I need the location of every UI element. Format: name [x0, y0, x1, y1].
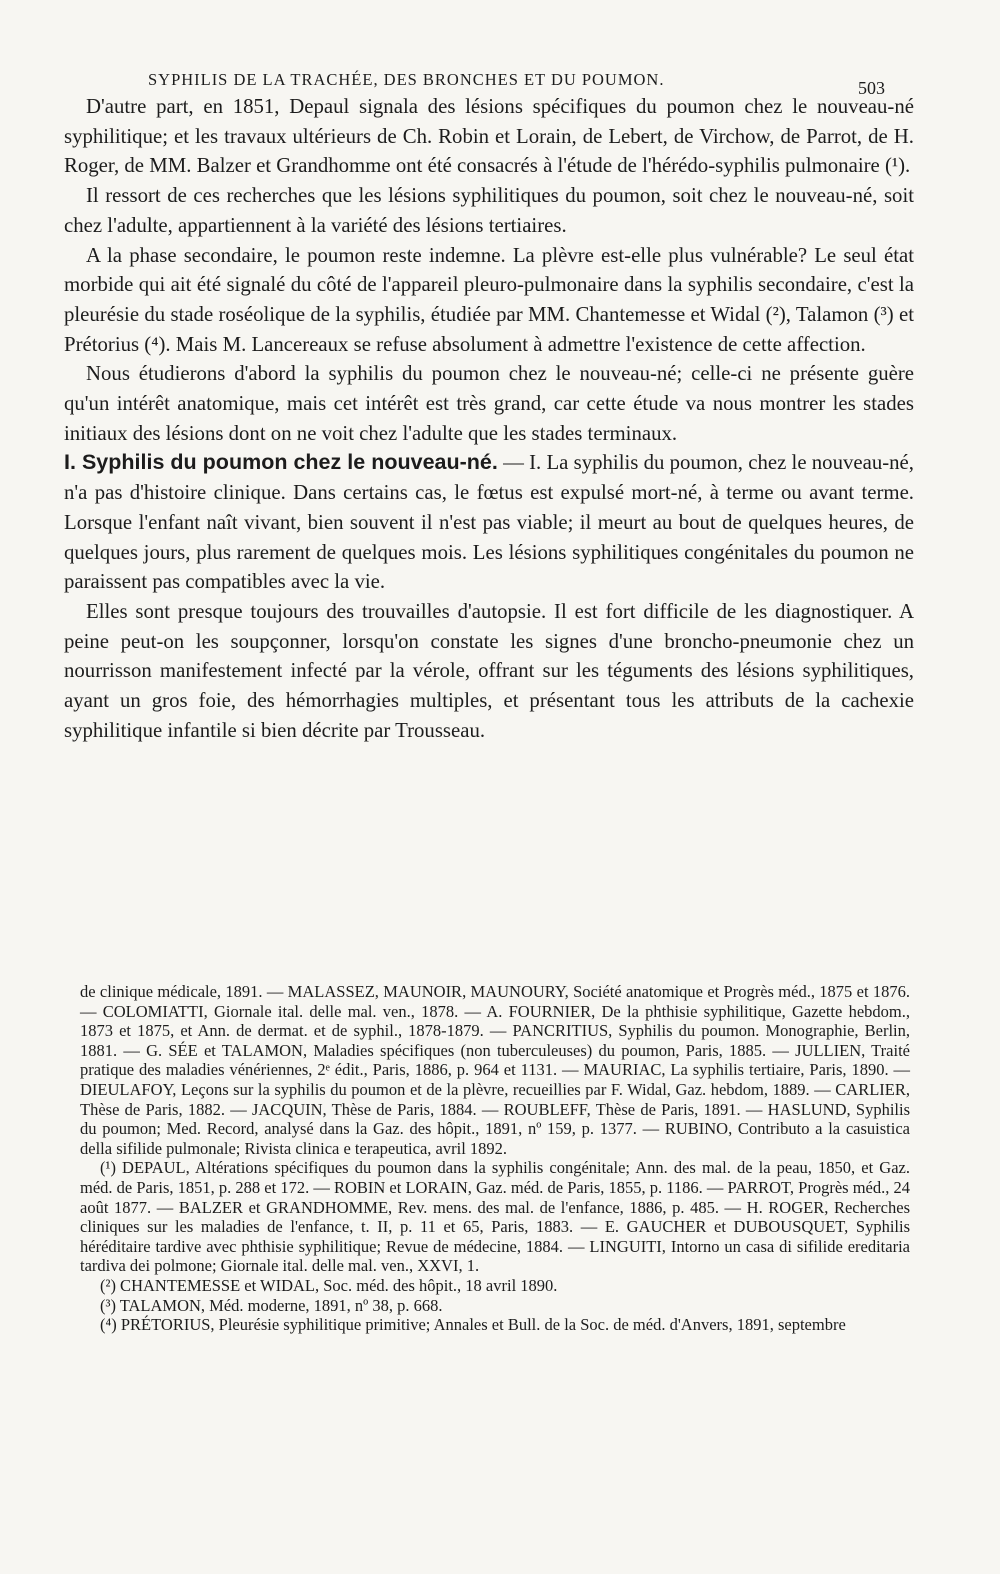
paragraph-secondary-phase: A la phase secondaire, le poumon reste indemne. La plèvre est-elle plus vulnérable? Le seul état morbide qui ait été signalé du côté de l'appareil pleuro-pulmonaire dans la syphilis secondaire, c'est la pleurésie du stade roséolique de la syphilis, étudiée par MM. Chantemesse et Widal (²), Talamon (³) et Prétorius (⁴). Mais M. Lancereaux se refuse absolument à admettre l'existence de cette affection. [64, 243, 914, 356]
footnote-bibliography: de clinique médicale, 1891. — MALASSEZ, MAUNOIR, MAUNOURY, Société anatomique et Progrès méd., 1875 et 1876. — COLOMIATTI, Giornale ital. delle mal. ven., 1878. — A. FOURNIER, De la phthisie syphilitique, Gazette hebdom., 1873 et 1875, et Ann. de dermat. et de syphil., 1878-1879. — PANCRITIUS, Syphilis du poumon. Monographie, Berlin, 1881. — G. SÉE et TALAMON, Maladies spécifiques (non tuberculeuses) du poumon, Paris, 1885. — JULLIEN, Traité pratique des maladies vénériennes, 2ᵉ édit., Paris, 1886, p. 964 et 1131. — MAURIAC, La syphilis tertiaire, Paris, 1890. — DIEULAFOY, Leçons sur la syphilis du poumon et de la plèvre, recueillies par F. Widal, Gaz. hebdom, 1889. — CARLIER, Thèse de Paris, 1882. — JACQUIN, Thèse de Paris, 1884. — ROUBLEFF, Thèse de Paris, 1891. — HASLUND, Syphilis du poumon; Med. Record, analysé dans la Gaz. des hôpit., 1891, nº 159, p. 1377. — RUBINO, Contributo a la casuistica della sifilide pulmonale; Rivista clinica e terapeutica, avril 1892. [80, 982, 910, 1158]
paragraph-study-plan: Nous étudierons d'abord la syphilis du poumon chez le nouveau-né; celle-ci ne présente guère qu'un intérêt anatomique, mais cet intérêt est très grand, car cette étude va nous montrer les stades initiaux des lésions dont on ne voit chez l'adulte que les stades terminaux. [64, 362, 914, 445]
running-head: SYPHILIS DE LA TRACHÉE, DES BRONCHES ET DU POUMON. [148, 70, 665, 89]
page-number: 503 [858, 78, 885, 98]
paragraph-tertiary-lesions: Il ressort de ces recherches que les lésions syphilitiques du poumon, soit chez le nouveau-né, soit chez l'adulte, appartiennent à la variété des lésions tertiaires. [64, 184, 914, 237]
footnote-4: (⁴) PRÉTORIUS, Pleurésie syphilitique primitive; Annales et Bull. de la Soc. de méd. d'Anvers, 1891, septembre [100, 1315, 846, 1335]
footnotes [80, 982, 910, 1335]
footnote-3: (³) TALAMON, Méd. moderne, 1891, nº 38, p. 668. [100, 1295, 443, 1315]
paragraph-autopsy: Elles sont presque toujours des trouvailles d'autopsie. Il est fort difficile de les diagnostiquer. A peine peut-on les soupçonner, lorsqu'on constate les signes d'une broncho-pneumonie chez un nourrisson manifestement infecté par la vérole, offrant sur les téguments des lésions syphilitiques, ayant un gros foie, des hémorrhagies multiples, et présentant tous les attributs de la cachexie syphilitique infantile si bien décrite par Trousseau. [64, 599, 914, 742]
paragraph-depaul: D'autre part, en 1851, Depaul signala des lésions spécifiques du poumon chez le nouveau-né syphilitique; et les travaux ultérieurs de Ch. Robin et Lorain, de Lebert, de Virchow, de Parrot, de H. Roger, de MM. Balzer et Grandhomme ont été consacrés à l'étude de l'hérédo-syphilis pulmonaire (¹). [64, 95, 914, 178]
main-text [64, 92, 914, 745]
section-title: I. Syphilis du poumon chez le nouveau-né. [64, 450, 498, 475]
footnote-1: (¹) DEPAUL, Altérations spécifiques du poumon dans la syphilis congénitale; Ann. des mal. de la peau, 1850, et Gaz. méd. de Paris, 1851, p. 288 et 172. — ROBIN et LORAIN, Gaz. méd. de Paris, 1855, p. 1186. — PARROT, Progrès méd., 24 août 1877. — BALZER et GRANDHOMME, Rev. mens. des mal. de l'enfance, 1886, p. 485. — H. ROGER, Recherches cliniques sur les maladies de l'enfance, t. II, p. 11 et 65, Paris, 1883. — E. GAUCHER et DUBOUSQUET, Syphilis héréditaire tardive avec phthisie syphilitique; Revue de médecine, 1884. — LINGUITI, Intorno un casa di sifilide ereditaria tardiva dei polmone; Giornale ital. delle mal. ven., XXVI, 1. [80, 1158, 910, 1276]
footnote-2: (²) CHANTEMESSE et WIDAL, Soc. méd. des hôpit., 18 avril 1890. [100, 1275, 558, 1295]
section-paragraph [64, 448, 914, 597]
section-intro-text: — I. La syphilis du poumon, chez le nouveau-né, n'a pas d'histoire clinique. Dans certains cas, le fœtus est expulsé mort-né, à terme ou avant terme. Lorsque l'enfant naît vivant, bien souvent il n'est pas viable; il meurt au bout de quelques heures, de quelques jours, plus rarement de quelques mois. Les lésions syphilitiques congénitales du poumon ne paraissent pas compatibles avec la vie. [64, 451, 914, 594]
